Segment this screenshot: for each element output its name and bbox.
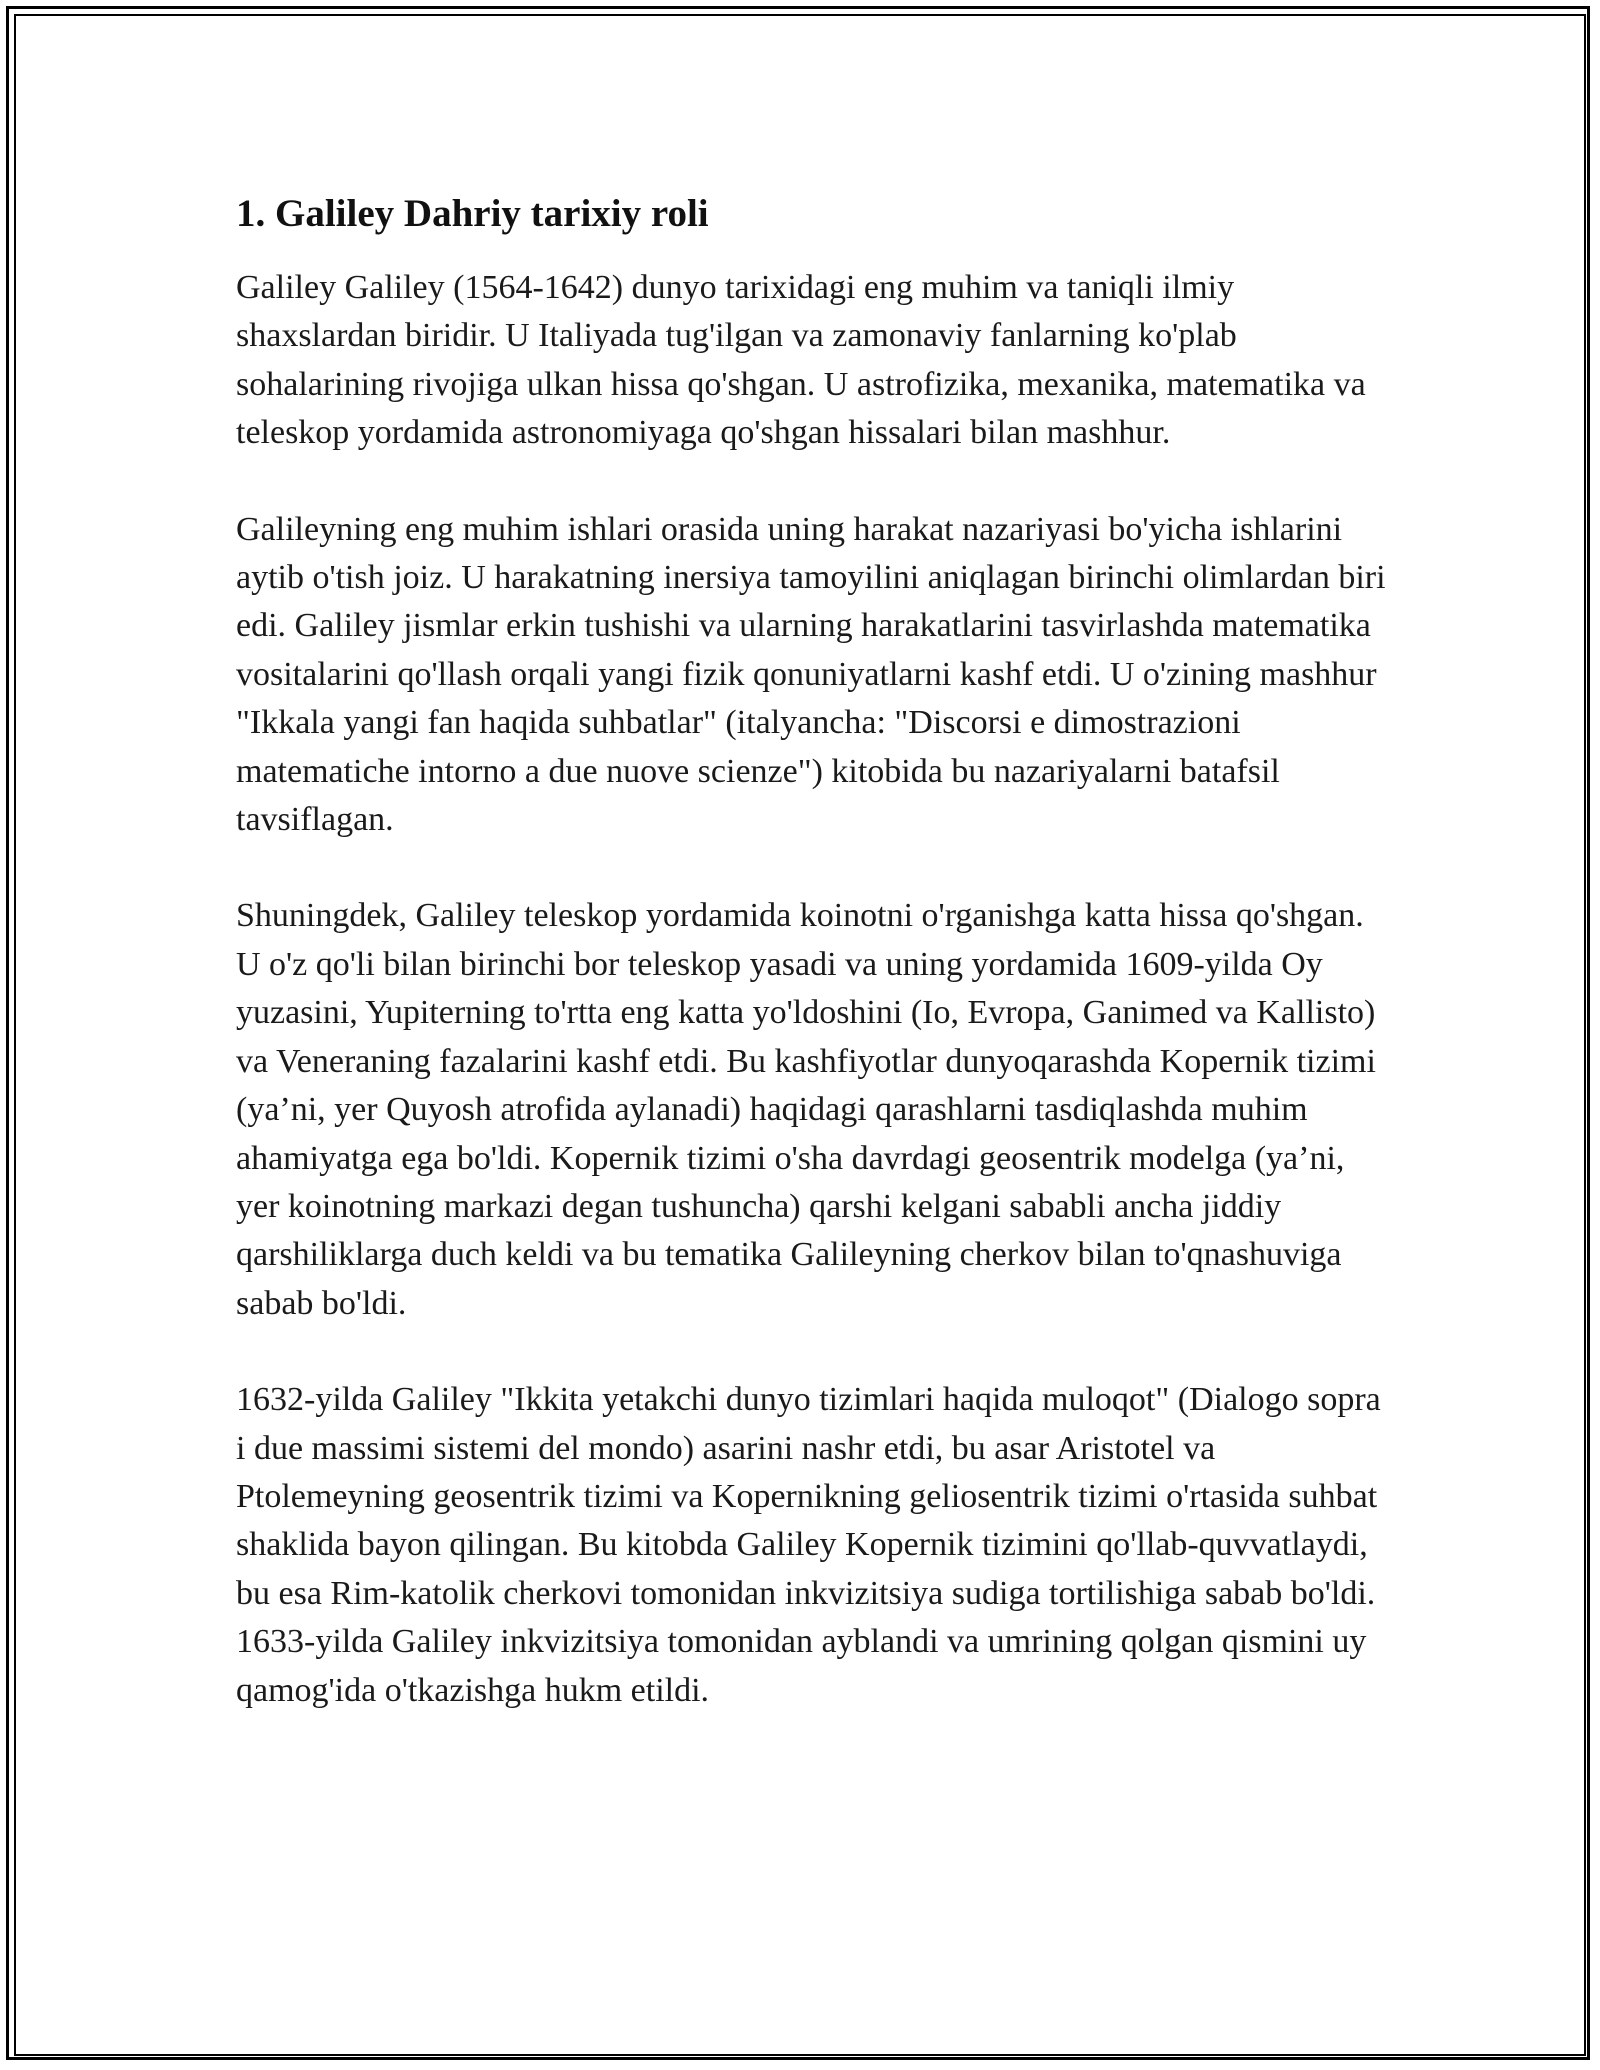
paragraph-1: Galiley Galiley (1564-1642) dunyo tarixidagi eng muhim va taniqli ilmiy shaxslardan biridir. U Italiyada tug'ilgan va zamonaviy fanlarning ko'plab sohalarining rivojiga ulkan hissa qo'shgan. U astrofizika, mexanika, matematika va teleskop yordamida astronomiyaga qo'shgan hissalari bilan mashhur. [236, 269, 1366, 452]
paragraph-4: 1632-yilda Galiley "Ikkita yetakchi dunyo tizimlari haqida muloqot" (Dialogo sopra i due massimi sistemi del mondo) asarini nashr etdi, bu asar Aristotel va Ptolemeyning geosentrik tizimi va Kopernikning geliosentrik tizimi o'rtasida suhbat shaklida bayon qilingan. Bu kitobda Galiley Kopernik tizimini qo'llab-quvvatlaydi, bu esa Rim-katolik cherkovi tomonidan inkvizitsiya sudiga tortilishiga sabab bo'ldi. 1633-yilda Galiley inkvizitsiya tomonidan ayblandi va umrining qolgan qismini uy qamog'ida o'tkazishga hukm etildi. [236, 1381, 1381, 1709]
paragraph-2: Galileyning eng muhim ishlari orasida uning harakat nazariyasi bo'yicha ishlarini aytib o'tish joiz. U harakatning inersiya tamoyilini aniqlagan birinchi olimlardan biri edi. Galiley jismlar erkin tushishi va ularning harakatlarini tasvirlashda matematika vositalarini qo'llash orqali yangi fizik qonuniyatlarni kashf etdi. U o'zining mashhur "Ikkala yangi fan haqida suhbatlar" (italyancha: "Discorsi e dimostrazioni matematiche intorno a due nuove scienze") kitobida bu nazariyalarni batafsil tavsiflagan. [236, 510, 1386, 839]
document-body [236, 186, 1386, 1763]
paragraph-3: Shuningdek, Galiley teleskop yordamida koinotni o'rganishga katta hissa qo'shgan. U o'z qo'li bilan birinchi bor teleskop yasadi va uning yordamida 1609-yilda Oy yuzasini, Yupiterning to'rtta eng katta yo'ldoshini (Io, Evropa, Ganimed va Kallisto) va Veneraning fazalarini kashf etdi. Bu kashfiyotlar dunyoqarashda Kopernik tizimi (ya’ni, yer Quyosh atrofida aylanadi) haqidagi qarashlarni tasdiqlashda muhim ahamiyatga ega bo'ldi. Kopernik tizimi o'sha davrdagi geosentrik modelga (ya’ni, yer koinotning markazi degan tushuncha) qarshi kelgani sababli ancha jiddiy qarshiliklarga duch keldi va bu tematika Galileyning cherkov bilan to'qnashuviga sabab bo'ldi. [236, 897, 1376, 1322]
section-heading: 1. Galiley Dahriy tarixiy roli [236, 192, 709, 235]
